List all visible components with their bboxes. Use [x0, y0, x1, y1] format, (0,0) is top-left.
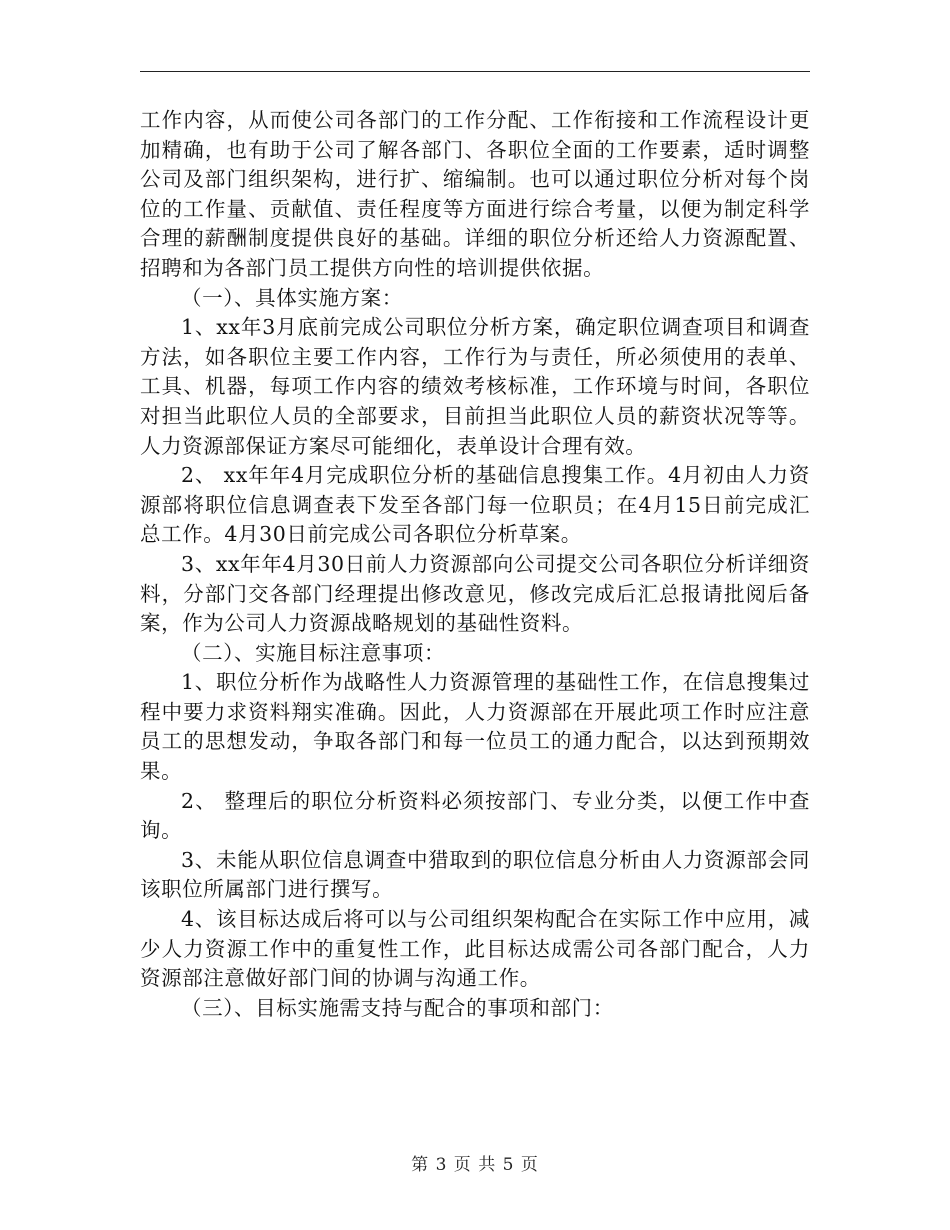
document-body [140, 106, 810, 1023]
header-rule [140, 71, 810, 72]
paragraph-item-3: 3、未能从职位信息调查中猎取到的职位信息分析由人力资源部会同该职位所属部门进行撰写。 [140, 847, 810, 902]
paragraph-continuation: 工作内容，从而使公司各部门的工作分配、工作衔接和工作流程设计更加精确，也有助于公司了解各部门、各职位全面的工作要素，适时调整公司及部门组织架构，进行扩、缩编制。也可以通过职位分析对每个岗位的工作量、贡献值、责任程度等方面进行综合考量，以便为制定科学合理的薪酬制度提供良好的基础。详细的职位分析还给人力资源配置、招聘和为各部门员工提供方向性的培训提供依据。 [140, 108, 810, 280]
paragraph-item-2: 2、 xx年年4月完成职位分析的基础信息搜集工作。4月初由人力资源部将职位信息调查表下发至各部门每一位职员；在4月15日前完成汇总工作。4月30日前完成公司各职位分析草案。 [140, 463, 810, 547]
section-heading-2: （二）、实施目标注意事项： [181, 640, 446, 665]
paragraph-item-2: 2、 整理后的职位分析资料必须按部门、专业分类，以便工作中查询。 [140, 788, 810, 843]
page-number-footer: 第 3 页 共 5 页 [411, 1155, 539, 1175]
section-heading-1: （一）、具体实施方案： [181, 285, 403, 310]
paragraph-item-4: 4、该目标达成后将可以与公司组织架构配合在实际工作中应用，减少人力资源工作中的重复性工作，此目标达成需公司各部门配合，人力资源部注意做好部门间的协调与沟通工作。 [140, 907, 810, 991]
section-heading-3: （三）、目标实施需支持与配合的事项和部门： [181, 995, 614, 1020]
paragraph-item-3: 3、xx年年4月30日前人力资源部向公司提交公司各职位分析详细资料，分部门交各部门经理提出修改意见，修改完成后汇总报请批阅后备案，作为公司人力资源战略规划的基础性资料。 [140, 551, 810, 636]
paragraph-item-1: 1、职位分析作为战略性人力资源管理的基础性工作，在信息搜集过程中要力求资料翔实准确。因此，人力资源部在开展此项工作时应注意员工的思想发动，争取各部门和每一位员工的通力配合，以达到预期效果。 [140, 670, 810, 784]
paragraph-item-1: 1、xx年3月底前完成公司职位分析方案，确定职位调查项目和调查方法，如各职位主要工作内容，工作行为与责任，所必须使用的表单、工具、机器，每项工作内容的绩效考核标准，工作环境与时间，各职位对担当此职位人员的全部要求，目前担当此职位人员的薪资状况等等。人力资源部保证方案尽可能细化，表单设计合理有效。 [140, 315, 810, 458]
